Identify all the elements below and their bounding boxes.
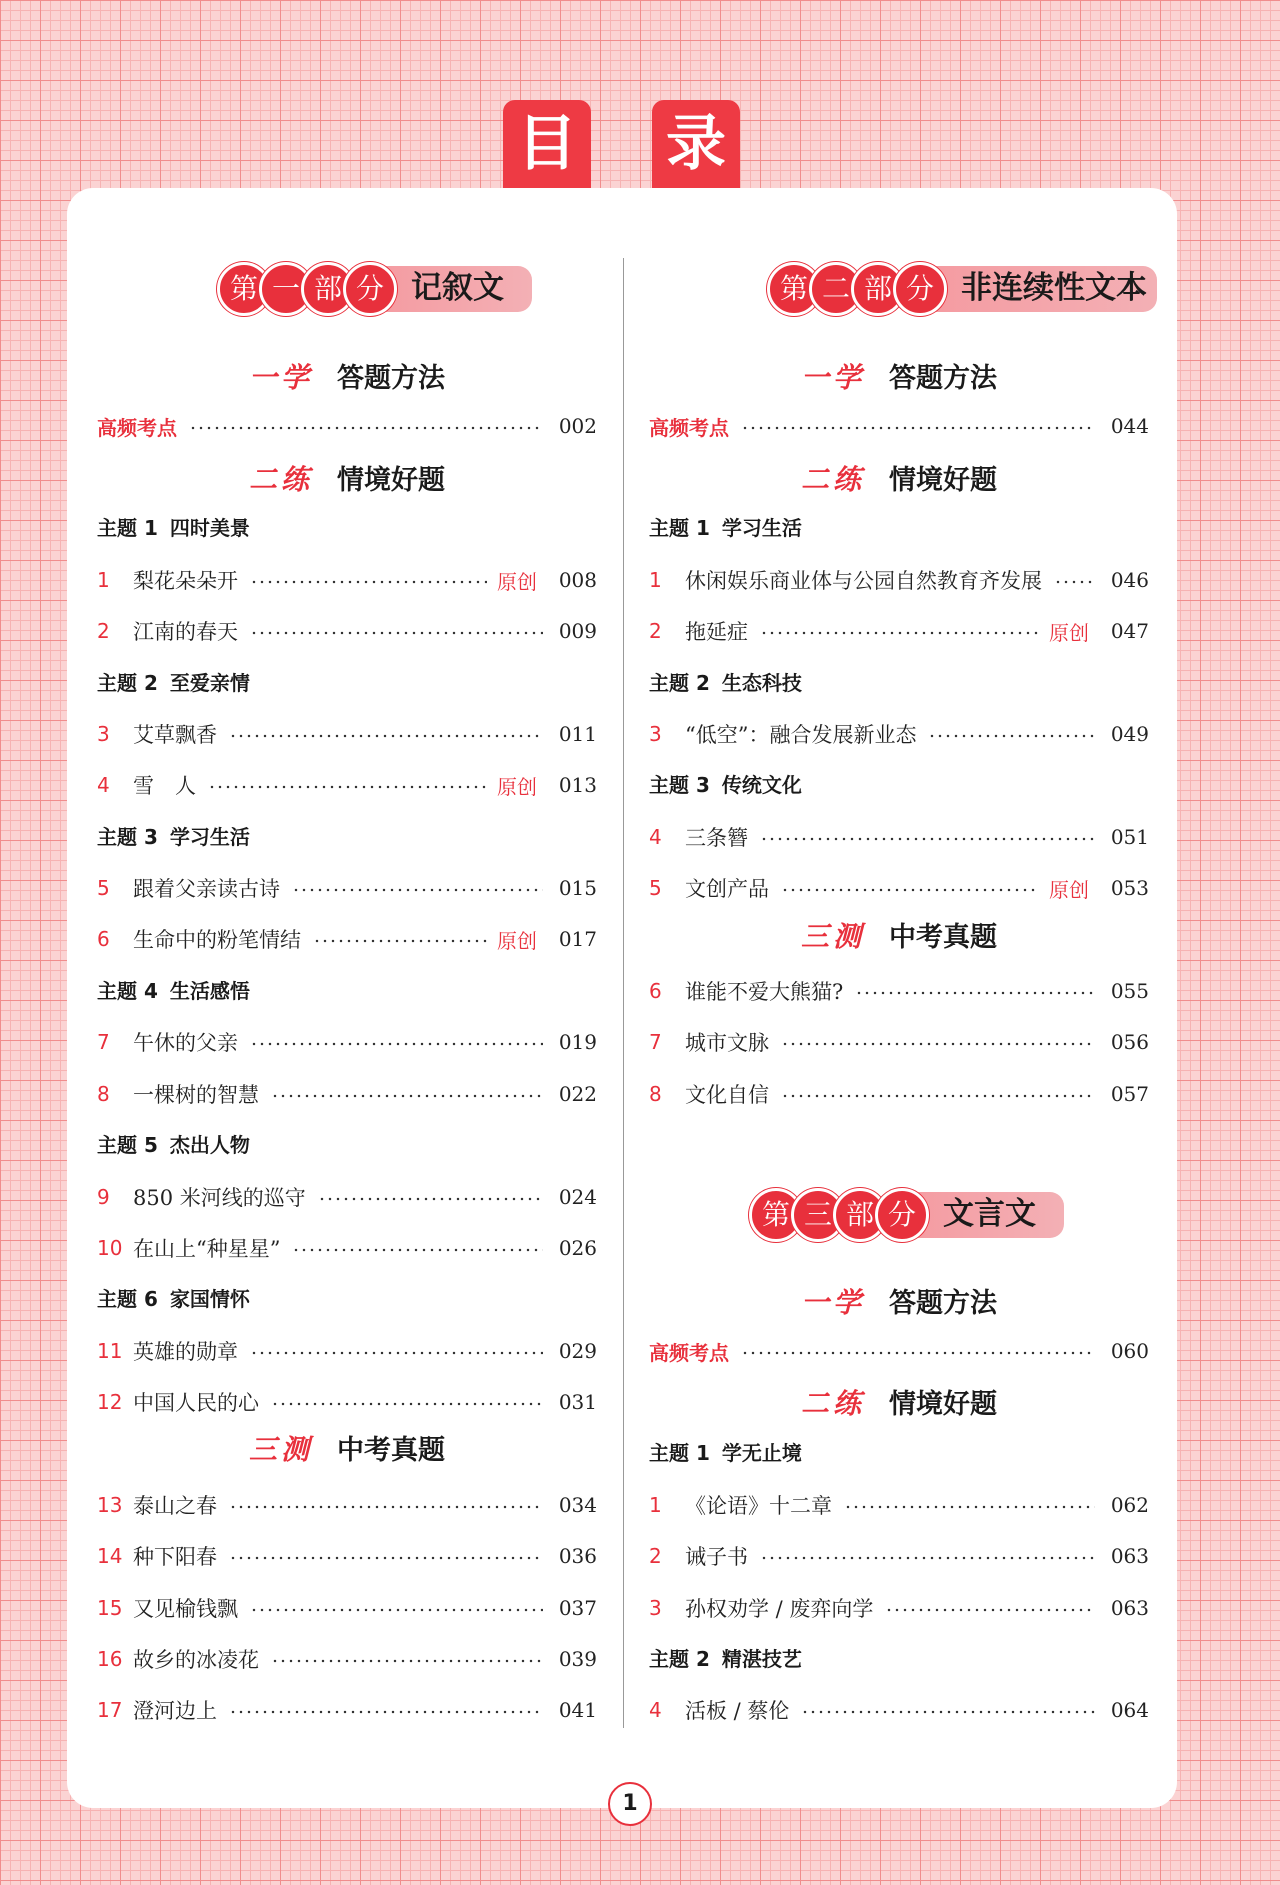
entry-title: 午休的父亲 bbox=[133, 1031, 238, 1055]
part-title: 非连续性文本 bbox=[961, 270, 1147, 306]
leader-dots bbox=[292, 888, 543, 892]
part-title: 记叙文 bbox=[411, 270, 504, 306]
entry-number: 1 bbox=[649, 568, 662, 592]
page-ref: 024 bbox=[558, 1185, 597, 1209]
toc-entry[interactable] bbox=[97, 1536, 597, 1576]
theme-name: 精湛技艺 bbox=[721, 1647, 802, 1671]
banner-circle: 第 bbox=[217, 262, 271, 316]
leader-dots bbox=[271, 1659, 543, 1663]
entry-number: 4 bbox=[649, 1698, 662, 1722]
leader-dots bbox=[741, 426, 1095, 430]
banner-circle: 分 bbox=[893, 262, 947, 316]
toc-card bbox=[67, 188, 1177, 1808]
leader-dots bbox=[760, 1556, 1095, 1560]
entry-title: 泰山之春 bbox=[133, 1494, 217, 1518]
toc-entry[interactable] bbox=[97, 1382, 597, 1422]
entry-title: 《论语》十二章 bbox=[685, 1494, 832, 1518]
toc-entry[interactable] bbox=[97, 765, 597, 805]
toc-entry[interactable] bbox=[97, 714, 597, 754]
entry-title: 澄河边上 bbox=[133, 1699, 217, 1723]
section-tag: 一学 bbox=[800, 1286, 865, 1319]
section-title: 中考真题 bbox=[889, 922, 997, 953]
page-ref: 051 bbox=[1110, 825, 1149, 849]
banner-circle: 分 bbox=[875, 1188, 929, 1242]
entry-number: 6 bbox=[649, 979, 662, 1003]
page-ref: 037 bbox=[558, 1596, 597, 1620]
theme-heading bbox=[649, 1639, 1149, 1679]
leader-dots bbox=[781, 1042, 1095, 1046]
original-badge: 原创 bbox=[1049, 877, 1089, 902]
entry-title: 雪 人 bbox=[133, 774, 196, 798]
key-points-entry[interactable] bbox=[649, 406, 1149, 446]
theme-heading bbox=[97, 1125, 597, 1165]
entry-title: 种下阳春 bbox=[133, 1545, 217, 1569]
entry-title: 城市文脉 bbox=[685, 1031, 769, 1055]
entry-number: 5 bbox=[97, 876, 110, 900]
page-ref: 036 bbox=[558, 1544, 597, 1568]
toc-entry[interactable] bbox=[97, 1074, 597, 1114]
theme-name: 学无止境 bbox=[721, 1441, 802, 1465]
toc-entry[interactable] bbox=[649, 817, 1149, 857]
toc-entry[interactable] bbox=[649, 1022, 1149, 1062]
entry-number: 3 bbox=[649, 722, 662, 746]
toc-entry[interactable] bbox=[97, 1177, 597, 1217]
entry-number: 8 bbox=[649, 1082, 662, 1106]
page-ref: 057 bbox=[1110, 1082, 1149, 1106]
section-heading-learn bbox=[649, 356, 1149, 402]
entry-number: 2 bbox=[649, 1544, 662, 1568]
entry-number: 11 bbox=[97, 1339, 123, 1363]
leader-dots bbox=[855, 991, 1095, 995]
section-title: 情境好题 bbox=[889, 1389, 997, 1420]
theme-label: 主题 3 bbox=[649, 773, 710, 797]
entry-title: 850 米河线的巡守 bbox=[133, 1186, 306, 1210]
entry-title: “低空”：融合发展新业态 bbox=[685, 723, 917, 747]
theme-name: 四时美景 bbox=[169, 516, 250, 540]
leader-dots bbox=[781, 888, 1039, 892]
page-ref: 009 bbox=[558, 619, 597, 643]
leader-dots bbox=[741, 1351, 1095, 1355]
theme-heading bbox=[649, 508, 1149, 548]
page-ref: 015 bbox=[558, 876, 597, 900]
leader-dots bbox=[229, 734, 543, 738]
entry-number: 4 bbox=[649, 825, 662, 849]
section-title: 中考真题 bbox=[337, 1435, 445, 1466]
page-ref: 008 bbox=[558, 568, 597, 592]
leader-dots bbox=[292, 1248, 543, 1252]
page-ref: 034 bbox=[558, 1493, 597, 1517]
page-ref: 022 bbox=[558, 1082, 597, 1106]
entry-title: 中国人民的心 bbox=[133, 1391, 259, 1415]
page-ref: 002 bbox=[558, 414, 597, 438]
section-heading-learn bbox=[97, 356, 597, 402]
leader-dots bbox=[885, 1608, 1095, 1612]
theme-heading bbox=[649, 663, 1149, 703]
toc-entry[interactable] bbox=[97, 560, 597, 600]
toc-entry[interactable] bbox=[97, 1639, 597, 1679]
page-ref: 019 bbox=[558, 1030, 597, 1054]
banner-circle: 部 bbox=[833, 1188, 887, 1242]
theme-heading bbox=[97, 817, 597, 857]
entry-title: 江南的春天 bbox=[133, 620, 238, 644]
entry-title: 生命中的粉笔情结 bbox=[133, 928, 301, 952]
theme-label: 主题 5 bbox=[97, 1133, 158, 1157]
theme-label: 主题 1 bbox=[649, 516, 710, 540]
toc-entry[interactable] bbox=[97, 1690, 597, 1730]
toc-entry[interactable] bbox=[97, 919, 597, 959]
theme-heading bbox=[97, 1279, 597, 1319]
theme-label: 主题 2 bbox=[97, 671, 158, 695]
leader-dots bbox=[189, 426, 543, 430]
entry-title: 休闲娱乐商业体与公园自然教育齐发展 bbox=[685, 569, 1042, 593]
toc-entry[interactable] bbox=[649, 868, 1149, 908]
page-ref: 026 bbox=[558, 1236, 597, 1260]
leader-dots bbox=[229, 1505, 543, 1509]
leader-dots bbox=[250, 1042, 543, 1046]
entry-number: 15 bbox=[97, 1596, 123, 1620]
page-ref: 041 bbox=[558, 1698, 597, 1722]
toc-title-char-1: 目 bbox=[503, 100, 591, 188]
entry-number: 13 bbox=[97, 1493, 123, 1517]
toc-entry[interactable] bbox=[649, 1690, 1149, 1730]
entry-title: 故乡的冰凌花 bbox=[133, 1648, 259, 1672]
toc-entry[interactable] bbox=[649, 971, 1149, 1011]
toc-entry[interactable] bbox=[649, 1588, 1149, 1628]
page-ref: 039 bbox=[558, 1647, 597, 1671]
page-ref: 011 bbox=[558, 722, 597, 746]
entry-title: 诫子书 bbox=[685, 1545, 748, 1569]
column-divider bbox=[623, 258, 624, 1728]
section-tag: 三测 bbox=[800, 920, 865, 953]
key-points-label: 高频考点 bbox=[649, 1340, 729, 1365]
entry-title: 艾草飘香 bbox=[133, 723, 217, 747]
section-title: 情境好题 bbox=[889, 465, 997, 496]
entry-number: 7 bbox=[97, 1030, 110, 1054]
theme-name: 至爱亲情 bbox=[169, 671, 250, 695]
toc-entry[interactable] bbox=[97, 1022, 597, 1062]
entry-title: 活板 / 蔡伦 bbox=[685, 1699, 790, 1723]
section-heading-practice bbox=[649, 458, 1149, 504]
entry-number: 3 bbox=[97, 722, 110, 746]
entry-number: 9 bbox=[97, 1185, 110, 1209]
leader-dots bbox=[229, 1710, 543, 1714]
section-title: 答题方法 bbox=[889, 1288, 997, 1319]
toc-entry[interactable] bbox=[649, 1074, 1149, 1114]
entry-number: 6 bbox=[97, 927, 110, 951]
original-badge: 原创 bbox=[1049, 620, 1089, 645]
page-ref: 031 bbox=[558, 1390, 597, 1414]
theme-name: 传统文化 bbox=[721, 773, 802, 797]
part3-banner bbox=[649, 1188, 1149, 1242]
section-title: 情境好题 bbox=[337, 465, 445, 496]
toc-entry[interactable] bbox=[97, 1588, 597, 1628]
toc-entry[interactable] bbox=[97, 611, 597, 651]
theme-label: 主题 3 bbox=[97, 825, 158, 849]
page-ref: 013 bbox=[558, 773, 597, 797]
leader-dots bbox=[271, 1402, 543, 1406]
page-ref: 047 bbox=[1110, 619, 1149, 643]
toc-entry[interactable] bbox=[649, 560, 1149, 600]
section-heading-practice bbox=[649, 1382, 1149, 1428]
toc-entry[interactable] bbox=[649, 714, 1149, 754]
banner-circle: 三 bbox=[791, 1188, 845, 1242]
entry-number: 7 bbox=[649, 1030, 662, 1054]
entry-number: 8 bbox=[97, 1082, 110, 1106]
section-heading-practice bbox=[97, 458, 597, 504]
banner-circle: 分 bbox=[343, 262, 397, 316]
original-badge: 原创 bbox=[497, 928, 537, 953]
original-badge: 原创 bbox=[497, 774, 537, 799]
entry-title: 跟着父亲读古诗 bbox=[133, 877, 280, 901]
entry-title: 文创产品 bbox=[685, 877, 769, 901]
theme-label: 主题 1 bbox=[649, 1441, 710, 1465]
page-ref: 062 bbox=[1110, 1493, 1149, 1517]
theme-name: 学习生活 bbox=[721, 516, 802, 540]
leader-dots bbox=[781, 1094, 1095, 1098]
entry-title: 英雄的勋章 bbox=[133, 1340, 238, 1364]
entry-number: 12 bbox=[97, 1390, 123, 1414]
section-tag: 一学 bbox=[800, 361, 865, 394]
theme-name: 生态科技 bbox=[721, 671, 802, 695]
leader-dots bbox=[250, 580, 487, 584]
section-heading-test bbox=[97, 1428, 597, 1474]
entry-title: 谁能不爱大熊猫? bbox=[685, 980, 844, 1004]
toc-entry[interactable] bbox=[649, 611, 1149, 651]
theme-name: 家国情怀 bbox=[169, 1287, 250, 1311]
theme-label: 主题 4 bbox=[97, 979, 158, 1003]
section-tag: 二练 bbox=[248, 463, 313, 496]
entry-title: 梨花朵朵开 bbox=[133, 569, 238, 593]
page-ref: 017 bbox=[558, 927, 597, 951]
page-ref: 044 bbox=[1110, 414, 1149, 438]
theme-label: 主题 2 bbox=[649, 1647, 710, 1671]
theme-heading bbox=[97, 971, 597, 1011]
theme-name: 学习生活 bbox=[169, 825, 250, 849]
section-heading-test bbox=[649, 915, 1149, 961]
key-points-label: 高频考点 bbox=[649, 415, 729, 440]
theme-label: 主题 6 bbox=[97, 1287, 158, 1311]
toc-entry[interactable] bbox=[97, 868, 597, 908]
page-ref: 060 bbox=[1110, 1339, 1149, 1363]
banner-circle: 部 bbox=[301, 262, 355, 316]
entry-title: 三条簪 bbox=[685, 826, 748, 850]
page-ref: 053 bbox=[1110, 876, 1149, 900]
entry-number: 14 bbox=[97, 1544, 123, 1568]
leader-dots bbox=[250, 1608, 543, 1612]
leader-dots bbox=[760, 837, 1095, 841]
page-ref: 049 bbox=[1110, 722, 1149, 746]
toc-entry[interactable] bbox=[97, 1485, 597, 1525]
key-points-entry[interactable] bbox=[97, 406, 597, 446]
entry-number: 16 bbox=[97, 1647, 123, 1671]
toc-title-char-2: 录 bbox=[652, 100, 740, 188]
page-ref: 064 bbox=[1110, 1698, 1149, 1722]
toc-entry[interactable] bbox=[97, 1228, 597, 1268]
leader-dots bbox=[844, 1505, 1095, 1509]
entry-title: 拖延症 bbox=[685, 620, 748, 644]
leader-dots bbox=[313, 939, 487, 943]
entry-number: 2 bbox=[97, 619, 110, 643]
toc-entry[interactable] bbox=[97, 1331, 597, 1371]
leader-dots bbox=[250, 1351, 543, 1355]
banner-circle: 部 bbox=[851, 262, 905, 316]
part-title: 文言文 bbox=[943, 1196, 1036, 1232]
theme-heading bbox=[97, 508, 597, 548]
entry-title: 一棵树的智慧 bbox=[133, 1083, 259, 1107]
entry-title: 孙权劝学 / 废弈向学 bbox=[685, 1597, 874, 1621]
entry-number: 4 bbox=[97, 773, 110, 797]
entry-number: 1 bbox=[97, 568, 110, 592]
banner-circle: 第 bbox=[749, 1188, 803, 1242]
leader-dots bbox=[229, 1556, 543, 1560]
theme-heading bbox=[97, 663, 597, 703]
section-tag: 三测 bbox=[248, 1433, 313, 1466]
page-number: 1 bbox=[608, 1782, 652, 1826]
key-points-label: 高频考点 bbox=[97, 415, 177, 440]
page-ref: 046 bbox=[1110, 568, 1149, 592]
page-ref: 063 bbox=[1110, 1544, 1149, 1568]
toc-entry[interactable] bbox=[649, 1485, 1149, 1525]
page-ref: 055 bbox=[1110, 979, 1149, 1003]
banner-circle: 二 bbox=[809, 262, 863, 316]
leader-dots bbox=[208, 785, 487, 789]
leader-dots bbox=[760, 631, 1039, 635]
entry-number: 3 bbox=[649, 1596, 662, 1620]
section-tag: 二练 bbox=[800, 1387, 865, 1420]
section-tag: 一学 bbox=[248, 361, 313, 394]
part2-banner bbox=[649, 262, 1149, 316]
page-ref: 029 bbox=[558, 1339, 597, 1363]
page-ref: 063 bbox=[1110, 1596, 1149, 1620]
toc-entry[interactable] bbox=[649, 1536, 1149, 1576]
original-badge: 原创 bbox=[497, 569, 537, 594]
section-title: 答题方法 bbox=[889, 363, 997, 394]
page-ref: 056 bbox=[1110, 1030, 1149, 1054]
theme-name: 生活感悟 bbox=[169, 979, 250, 1003]
section-title: 答题方法 bbox=[337, 363, 445, 394]
theme-heading bbox=[649, 1433, 1149, 1473]
entry-number: 10 bbox=[97, 1236, 123, 1260]
leader-dots bbox=[801, 1710, 1095, 1714]
theme-label: 主题 1 bbox=[97, 516, 158, 540]
theme-label: 主题 2 bbox=[649, 671, 710, 695]
entry-number: 2 bbox=[649, 619, 662, 643]
section-tag: 二练 bbox=[800, 463, 865, 496]
leader-dots bbox=[928, 734, 1095, 738]
entry-title: 文化自信 bbox=[685, 1083, 769, 1107]
entry-number: 17 bbox=[97, 1698, 123, 1722]
leader-dots bbox=[250, 631, 543, 635]
entry-title: 在山上“种星星” bbox=[133, 1237, 281, 1261]
section-heading-learn bbox=[649, 1281, 1149, 1327]
entry-number: 1 bbox=[649, 1493, 662, 1517]
key-points-entry[interactable] bbox=[649, 1331, 1149, 1371]
theme-heading bbox=[649, 765, 1149, 805]
banner-circle: 第 bbox=[767, 262, 821, 316]
banner-circle: 一 bbox=[259, 262, 313, 316]
leader-dots bbox=[318, 1197, 543, 1201]
leader-dots bbox=[1054, 580, 1095, 584]
entry-number: 5 bbox=[649, 876, 662, 900]
part1-banner bbox=[97, 262, 597, 316]
theme-name: 杰出人物 bbox=[169, 1133, 250, 1157]
leader-dots bbox=[271, 1094, 543, 1098]
entry-title: 又见榆钱飘 bbox=[133, 1597, 238, 1621]
